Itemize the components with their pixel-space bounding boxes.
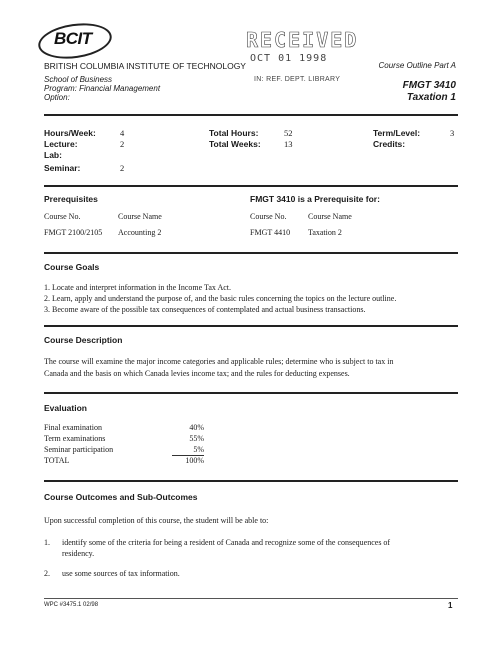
- prereq-for-course-name: Taxation 2: [308, 228, 342, 237]
- course-title: Taxation 1: [406, 92, 456, 103]
- total-hours-value: 52: [284, 128, 293, 138]
- divider: [44, 185, 458, 187]
- lecture-label: Lecture:: [44, 139, 78, 149]
- seminar-label: Seminar:: [44, 163, 81, 173]
- total-weeks-label: Total Weeks:: [209, 139, 261, 149]
- divider: [44, 480, 458, 482]
- description-line-1: The course will examine the major income categories and applicable rules; determine who is subject to tax in: [44, 357, 394, 366]
- stamp-library: IN: REF. DEPT. LIBRARY: [254, 76, 341, 83]
- goal-item-3: 3. Become aware of the possible tax consequences of contemplated and actual business transactions.: [44, 305, 366, 314]
- course-goals-title: Course Goals: [44, 262, 100, 272]
- term-level-label: Term/Level:: [373, 128, 421, 138]
- received-stamp: [246, 28, 359, 83]
- hours-week-label: Hours/Week:: [44, 128, 96, 138]
- logo-text: BCIT: [54, 29, 92, 48]
- course-code: FMGT 3410: [402, 80, 456, 91]
- prerequisites-title: Prerequisites: [44, 194, 98, 204]
- eval-row-label: TOTAL: [44, 456, 70, 465]
- lecture-value: 2: [120, 139, 125, 149]
- page-number: 1: [448, 601, 453, 610]
- school-name: School of Business: [44, 75, 113, 84]
- total-weeks-value: 13: [284, 139, 293, 149]
- stamp-date: OCT 01 1998: [250, 53, 328, 64]
- prereq-for-col-course-name: Course Name: [308, 212, 352, 221]
- prereq-col-course-name: Course Name: [118, 212, 162, 221]
- seminar-value: 2: [120, 163, 125, 173]
- prereq-for-course-no: FMGT 4410: [250, 228, 291, 237]
- outcomes-intro: Upon successful completion of this course, the student will be able to:: [44, 516, 269, 525]
- outcomes-title: Course Outcomes and Sub-Outcomes: [44, 492, 198, 502]
- hours-week-value: 4: [120, 128, 125, 138]
- option-label: Option:: [44, 93, 70, 102]
- stamp-received: RECEIVED: [246, 28, 359, 52]
- total-hours-label: Total Hours:: [209, 128, 259, 138]
- eval-row-label: Final examination: [44, 423, 102, 432]
- outcome-2-number: 2.: [44, 569, 50, 578]
- credits-label: Credits:: [373, 139, 406, 149]
- prereq-for-col-course-no: Course No.: [250, 212, 287, 221]
- prereq-course-no: FMGT 2100/2105: [44, 228, 103, 237]
- prereq-for-title: FMGT 3410 is a Prerequisite for:: [250, 194, 380, 204]
- description-line-2: Canada and the basis on which Canada levies income tax; and the rules for deducting expenses.: [44, 369, 350, 378]
- eval-row-label: Seminar participation: [44, 445, 114, 454]
- eval-row-value: 5%: [193, 445, 204, 454]
- divider: [44, 392, 458, 394]
- outline-part: Course Outline Part A: [378, 61, 456, 70]
- term-level-value: 3: [450, 128, 455, 138]
- footer-code: WPC #3475.1 02/98: [44, 602, 99, 608]
- divider: [44, 114, 458, 116]
- outcome-2-line-1: use some sources of tax information.: [62, 569, 180, 578]
- outcome-1-line-1: identify some of the criteria for being a resident of Canada and recognize some of the consequences of: [62, 538, 391, 547]
- eval-row-value: 40%: [189, 423, 204, 432]
- prereq-col-course-no: Course No.: [44, 212, 81, 221]
- divider: [44, 252, 458, 254]
- outcome-1-number: 1.: [44, 538, 50, 547]
- eval-row-label: Term examinations: [44, 434, 106, 443]
- divider: [44, 325, 458, 327]
- prereq-course-name: Accounting 2: [118, 228, 162, 237]
- eval-row-value: 55%: [189, 434, 204, 443]
- lab-label: Lab:: [44, 150, 62, 160]
- goal-item-2: 2. Learn, apply and understand the purpose of, and the basic rules concerning the topics on the lecture outline.: [44, 294, 397, 303]
- bcit-logo: [38, 22, 110, 56]
- outcome-1-line-2: residency.: [62, 549, 95, 558]
- institution-name: BRITISH COLUMBIA INSTITUTE OF TECHNOLOGY: [44, 61, 246, 71]
- program-name: Program: Financial Management: [44, 84, 161, 93]
- course-description-title: Course Description: [44, 335, 123, 345]
- goal-item-1: 1. Locate and interpret information in the Income Tax Act.: [44, 283, 232, 292]
- footer-divider: [44, 598, 458, 599]
- eval-row-value: 100%: [185, 456, 204, 465]
- evaluation-title: Evaluation: [44, 403, 87, 413]
